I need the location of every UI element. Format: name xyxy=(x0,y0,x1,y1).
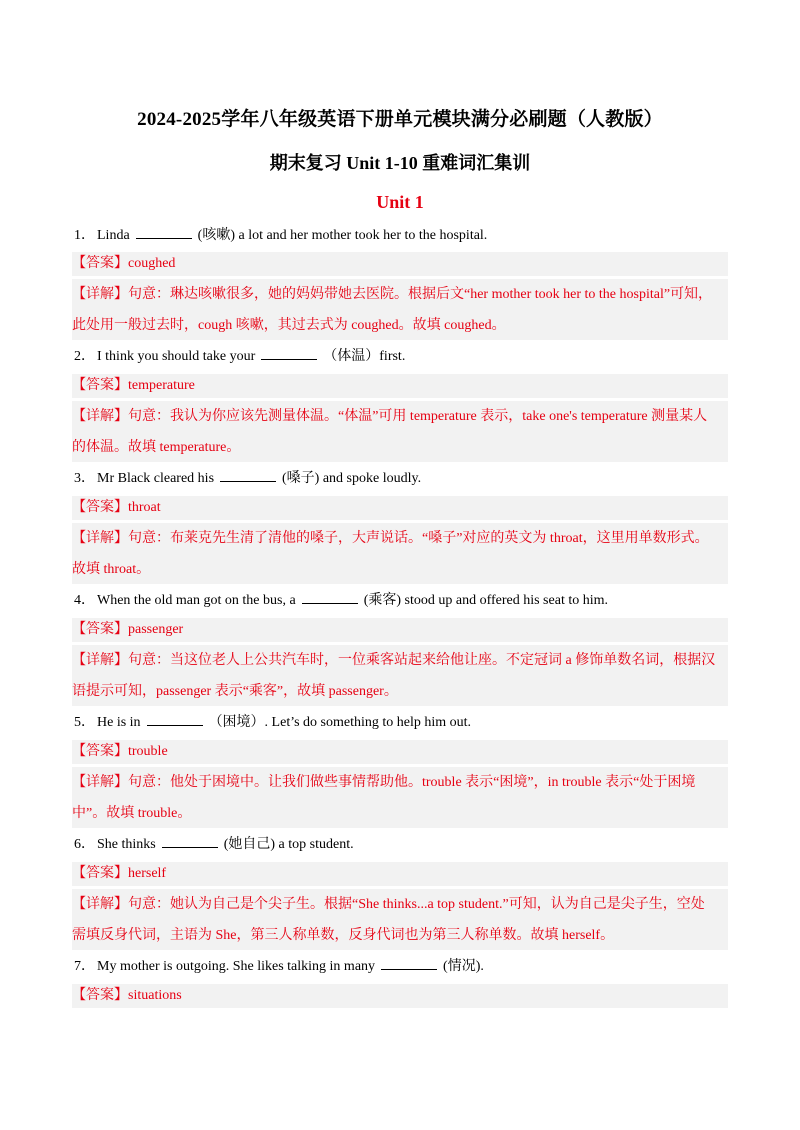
answer-blank xyxy=(147,713,203,726)
answer-box: 【答案】throat xyxy=(72,496,728,520)
answer-text: herself xyxy=(128,866,167,881)
answer-box: 【答案】herself xyxy=(72,862,728,886)
answer-text: throat xyxy=(128,500,161,515)
answer-text: coughed xyxy=(128,256,176,271)
answer-box: 【答案】passenger xyxy=(72,618,728,642)
document-subtitle: 期末复习 Unit 1-10 重难词汇集训 xyxy=(269,153,531,173)
answer-blank xyxy=(136,226,192,239)
answer-blank xyxy=(261,347,317,360)
question-item: 4． When the old man got on the bus, a (乘客) stood up and offered his seat to him. xyxy=(74,593,608,608)
answer-blank xyxy=(162,835,218,848)
answer-box: 【答案】trouble xyxy=(72,740,728,764)
answer-blank xyxy=(302,591,358,604)
answer-text: trouble xyxy=(128,744,168,759)
answer-box: 【答案】coughed xyxy=(72,252,728,276)
explanation-box: 【详解】句意：他处于困境中。让我们做些事情帮助他。trouble 表示“困境”，in trouble 表示“处于困境 中”。故填 trouble。 xyxy=(72,767,728,828)
section-heading: Unit 1 xyxy=(376,192,424,212)
answer-blank xyxy=(381,957,437,970)
explanation-box: 【详解】句意：她认为自己是个尖子生。根据“She thinks...a top student.”可知，认为自己是尖子生，空处 需填反身代词，主语为 She，第三人称单数，反身代词也为第三人称单数。故填 herself。 xyxy=(72,889,728,950)
question-item: 1． Linda (咳嗽) a lot and her mother took her to the hospital. xyxy=(74,228,488,243)
explanation-box: 【详解】句意：当这位老人上公共汽车时，一位乘客站起来给他让座。不定冠词 a 修饰单数名词，根据汉 语提示可知，passenger 表示“乘客”，故填 passenger。 xyxy=(72,645,728,706)
explanation-box: 【详解】句意：我认为你应该先测量体温。“体温”可用 temperature 表示，take one's temperature 测量某人 的体温。故填 temperature。 xyxy=(72,401,728,462)
answer-blank xyxy=(220,469,276,482)
answer-text: situations xyxy=(128,988,182,1003)
answer-box: 【答案】temperature xyxy=(72,374,728,398)
explanation-box: 【详解】句意：布莱克先生清了清他的嗓子，大声说话。“嗓子”对应的英文为 throat，这里用单数形式。 故填 throat。 xyxy=(72,523,728,584)
answer-text: passenger xyxy=(128,622,184,637)
question-item: 2． I think you should take your （体温）first. xyxy=(74,349,406,364)
question-item: 6． She thinks (她自己) a top student. xyxy=(74,837,354,852)
explanation-box: 【详解】句意：琳达咳嗽很多，她的妈妈带她去医院。根据后文“her mother took her to the hospital”可知， 此处用一般过去时，cough 咳嗽，其过去式为 coughed。故填 coughed。 xyxy=(72,279,728,340)
question-item: 7． My mother is outgoing. She likes talking in many (情况). xyxy=(74,959,484,974)
answer-box: 【答案】situations xyxy=(72,984,728,1008)
question-item: 3． Mr Black cleared his (嗓子) and spoke loudly. xyxy=(74,471,422,486)
document-title: 2024-2025学年八年级英语下册单元模块满分必刷题（人教版） xyxy=(137,109,663,130)
question-item: 5． He is in （困境）. Let’s do something to help him out. xyxy=(74,715,472,730)
answer-text: temperature xyxy=(128,378,195,393)
